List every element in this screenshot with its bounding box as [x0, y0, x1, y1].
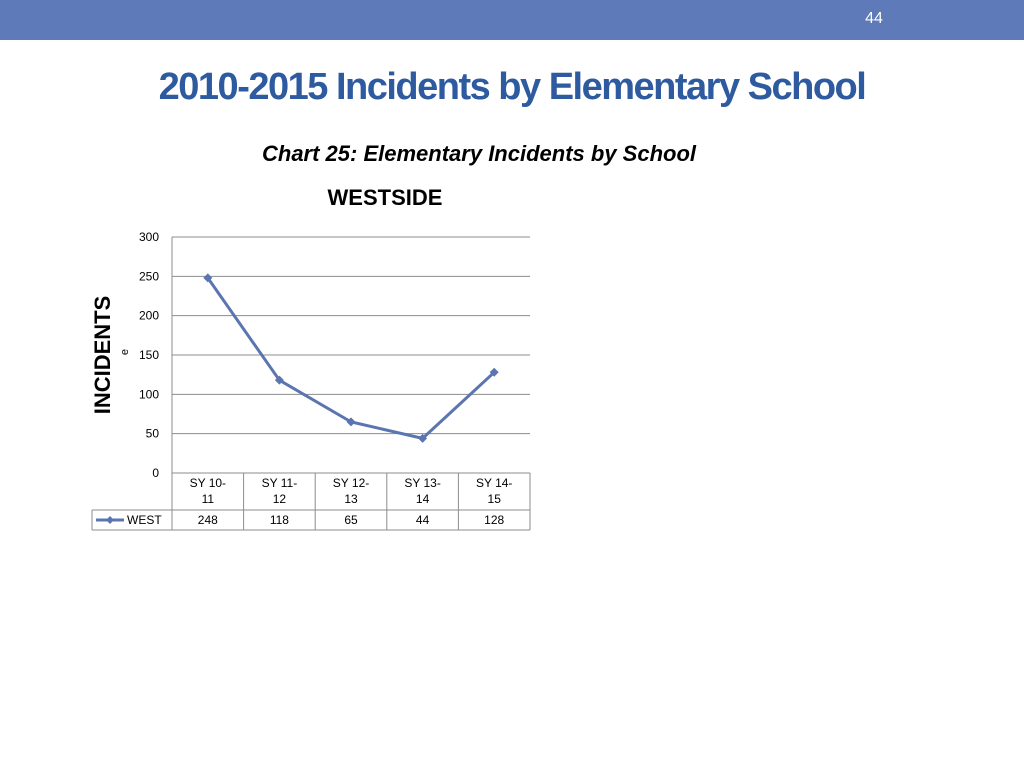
y-tick-label: 200: [138, 308, 159, 323]
chart-title: WESTSIDE: [327, 185, 443, 210]
x-tick-label: SY 12-: [332, 476, 370, 490]
slide-title: 2010-2015 Incidents by Elementary School: [158, 66, 866, 108]
series-line: [208, 278, 494, 438]
y-tick-label: 250: [138, 269, 159, 284]
table-value: 44: [415, 513, 430, 527]
x-tick-label: SY 14-: [475, 476, 513, 490]
table-value: 65: [344, 513, 358, 527]
chart-caption: Chart 25: Elementary Incidents by School: [262, 141, 697, 166]
y-tick-label: 0: [152, 466, 159, 480]
x-tick-label: SY 10-: [189, 476, 227, 490]
x-tick-label: SY 11-: [261, 476, 298, 490]
x-tick-label: 13: [344, 492, 358, 506]
y-tick-label: 150: [138, 348, 159, 362]
x-tick-label: 11: [201, 492, 215, 506]
y-axis-label-stray: e: [119, 348, 131, 356]
table-value: 248: [197, 513, 218, 527]
y-tick-label: 50: [145, 426, 159, 441]
page-number: 44: [865, 10, 883, 27]
x-tick-label: 15: [487, 492, 501, 506]
x-tick-label: SY 13-: [404, 476, 441, 490]
table-value: 118: [269, 513, 289, 527]
legend-marker: [106, 516, 114, 524]
y-axis-label: INCIDENTS: [90, 295, 115, 415]
table-value: 128: [484, 513, 505, 527]
y-tick-label: 100: [138, 387, 159, 402]
legend-label: WEST: [127, 513, 162, 527]
x-tick-label: 12: [272, 492, 287, 506]
x-tick-label: 14: [415, 492, 430, 506]
y-tick-label: 300: [138, 230, 159, 244]
